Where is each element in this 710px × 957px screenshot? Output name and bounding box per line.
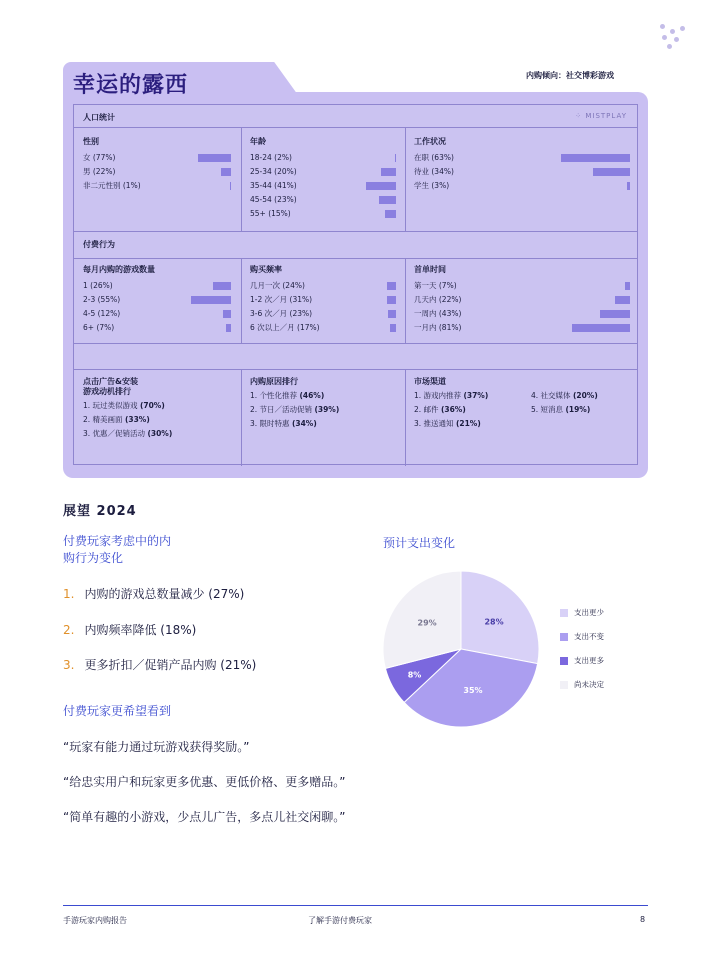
demographics-label: 人口统计: [83, 113, 115, 122]
spending-label: 付费行为: [83, 240, 115, 249]
age-bar: [381, 168, 396, 176]
page-number: 8: [640, 915, 646, 924]
pie-label-3: 29%: [417, 618, 437, 628]
quote: “给忠实用户和玩家更多优惠、更低价格、更多赠品。”: [63, 775, 346, 789]
stats-grid: [73, 104, 638, 465]
legend-label: 支出更多: [574, 656, 604, 665]
page-title: 幸运的露西: [73, 73, 189, 98]
quote: “简单有趣的小游戏，少点儿广告，多点儿社交闲聊。”: [63, 810, 346, 824]
age-bar: [385, 210, 396, 218]
legend-swatch: [560, 657, 568, 665]
category-tag: 内购倾向：社交博彩游戏: [526, 71, 614, 80]
legend-label: 支出不变: [574, 632, 604, 641]
channels-column: 市场渠道 1. 游戏内推荐 (37%) 2. 邮件 (36%) 3. 推送通知 (21%) 4. 社交媒体 (20%) 5. 短消息 (19%): [414, 377, 598, 428]
legend-item-1: [560, 632, 604, 656]
wish-heading: 付费玩家更希望看到: [63, 704, 172, 718]
monthly-games-column: 每月内购的游戏数量 1 (26%) 2-3 (55%) 4-5 (12%) 6+ (7%): [83, 265, 231, 335]
legend-item-0: [560, 608, 604, 632]
gender-bar: [221, 168, 231, 176]
brand-logo: ⁘ MISTPLAY: [575, 112, 627, 120]
list-item: 1. 内购的游戏总数量减少 (27%): [63, 587, 245, 601]
footer-divider: [63, 905, 648, 906]
employment-bar: [561, 154, 630, 162]
quote: “玩家有能力通过玩游戏获得奖励。”: [63, 740, 250, 754]
employment-bar: [593, 168, 630, 176]
legend-label: 尚未决定: [574, 680, 604, 689]
pie-label-0: 28%: [484, 617, 504, 627]
list-item: 2. 内购频率降低 (18%): [63, 623, 197, 637]
chart-title: 预计支出变化: [383, 536, 456, 550]
gender-bar: [230, 182, 231, 190]
pie-label-2: 8%: [407, 670, 422, 680]
frequency-column: 购买频率 几月一次 (24%) 1-2 次／月 (31%) 3-6 次／月 (23%) 6 次以上／月 (17%): [250, 265, 396, 335]
spending-pie-chart: [382, 570, 542, 730]
ad-motivation-column: 点击广告&安装 游戏动机排行 1. 玩过类似游戏 (70%) 2. 精美画面 (33%) 3. 优惠／促销活动 (30%): [83, 377, 173, 438]
list-item: 3. 更多折扣／促销产品内购 (21%): [63, 658, 257, 672]
first-purchase-column: 首单时间 第一天 (7%) 几天内 (22%) 一周内 (43%) 一月内 (81%): [414, 265, 630, 335]
changes-heading: 付费玩家考虑中的内 购行为变化: [63, 534, 172, 565]
legend-swatch: [560, 633, 568, 641]
age-bar: [379, 196, 396, 204]
gender-column: 性别 女 (77%) 男 (22%) 非二元性别 (1%): [83, 137, 231, 193]
age-bar: [366, 182, 396, 190]
footer-report-name: 手游玩家内购报告: [63, 916, 127, 925]
chart-legend: [560, 608, 604, 704]
footer-section-name: 了解手游付费玩家: [308, 916, 372, 925]
dots-logo-icon: [658, 24, 688, 50]
age-column: 年龄 18-24 (2%) 25-34 (20%) 35-44 (41%) 45-54 (23%) 55+ (15%): [250, 137, 396, 221]
legend-swatch: [560, 609, 568, 617]
purchase-reasons-column: 内购原因排行 1. 个性化推荐 (46%) 2. 节日／活动促销 (39%) 3. 限时特惠 (34%): [250, 377, 340, 428]
employment-bar: [627, 182, 630, 190]
pie-label-1: 35%: [463, 686, 483, 696]
legend-item-3: [560, 680, 604, 704]
gender-bar: [198, 154, 231, 162]
outlook-heading: 展望 2024: [63, 504, 137, 519]
legend-swatch: [560, 681, 568, 689]
legend-label: 支出更少: [574, 608, 604, 617]
legend-item-2: [560, 656, 604, 680]
age-bar: [395, 154, 396, 162]
employment-column: 工作状况 在职 (63%) 待业 (34%) 学生 (3%): [414, 137, 630, 193]
